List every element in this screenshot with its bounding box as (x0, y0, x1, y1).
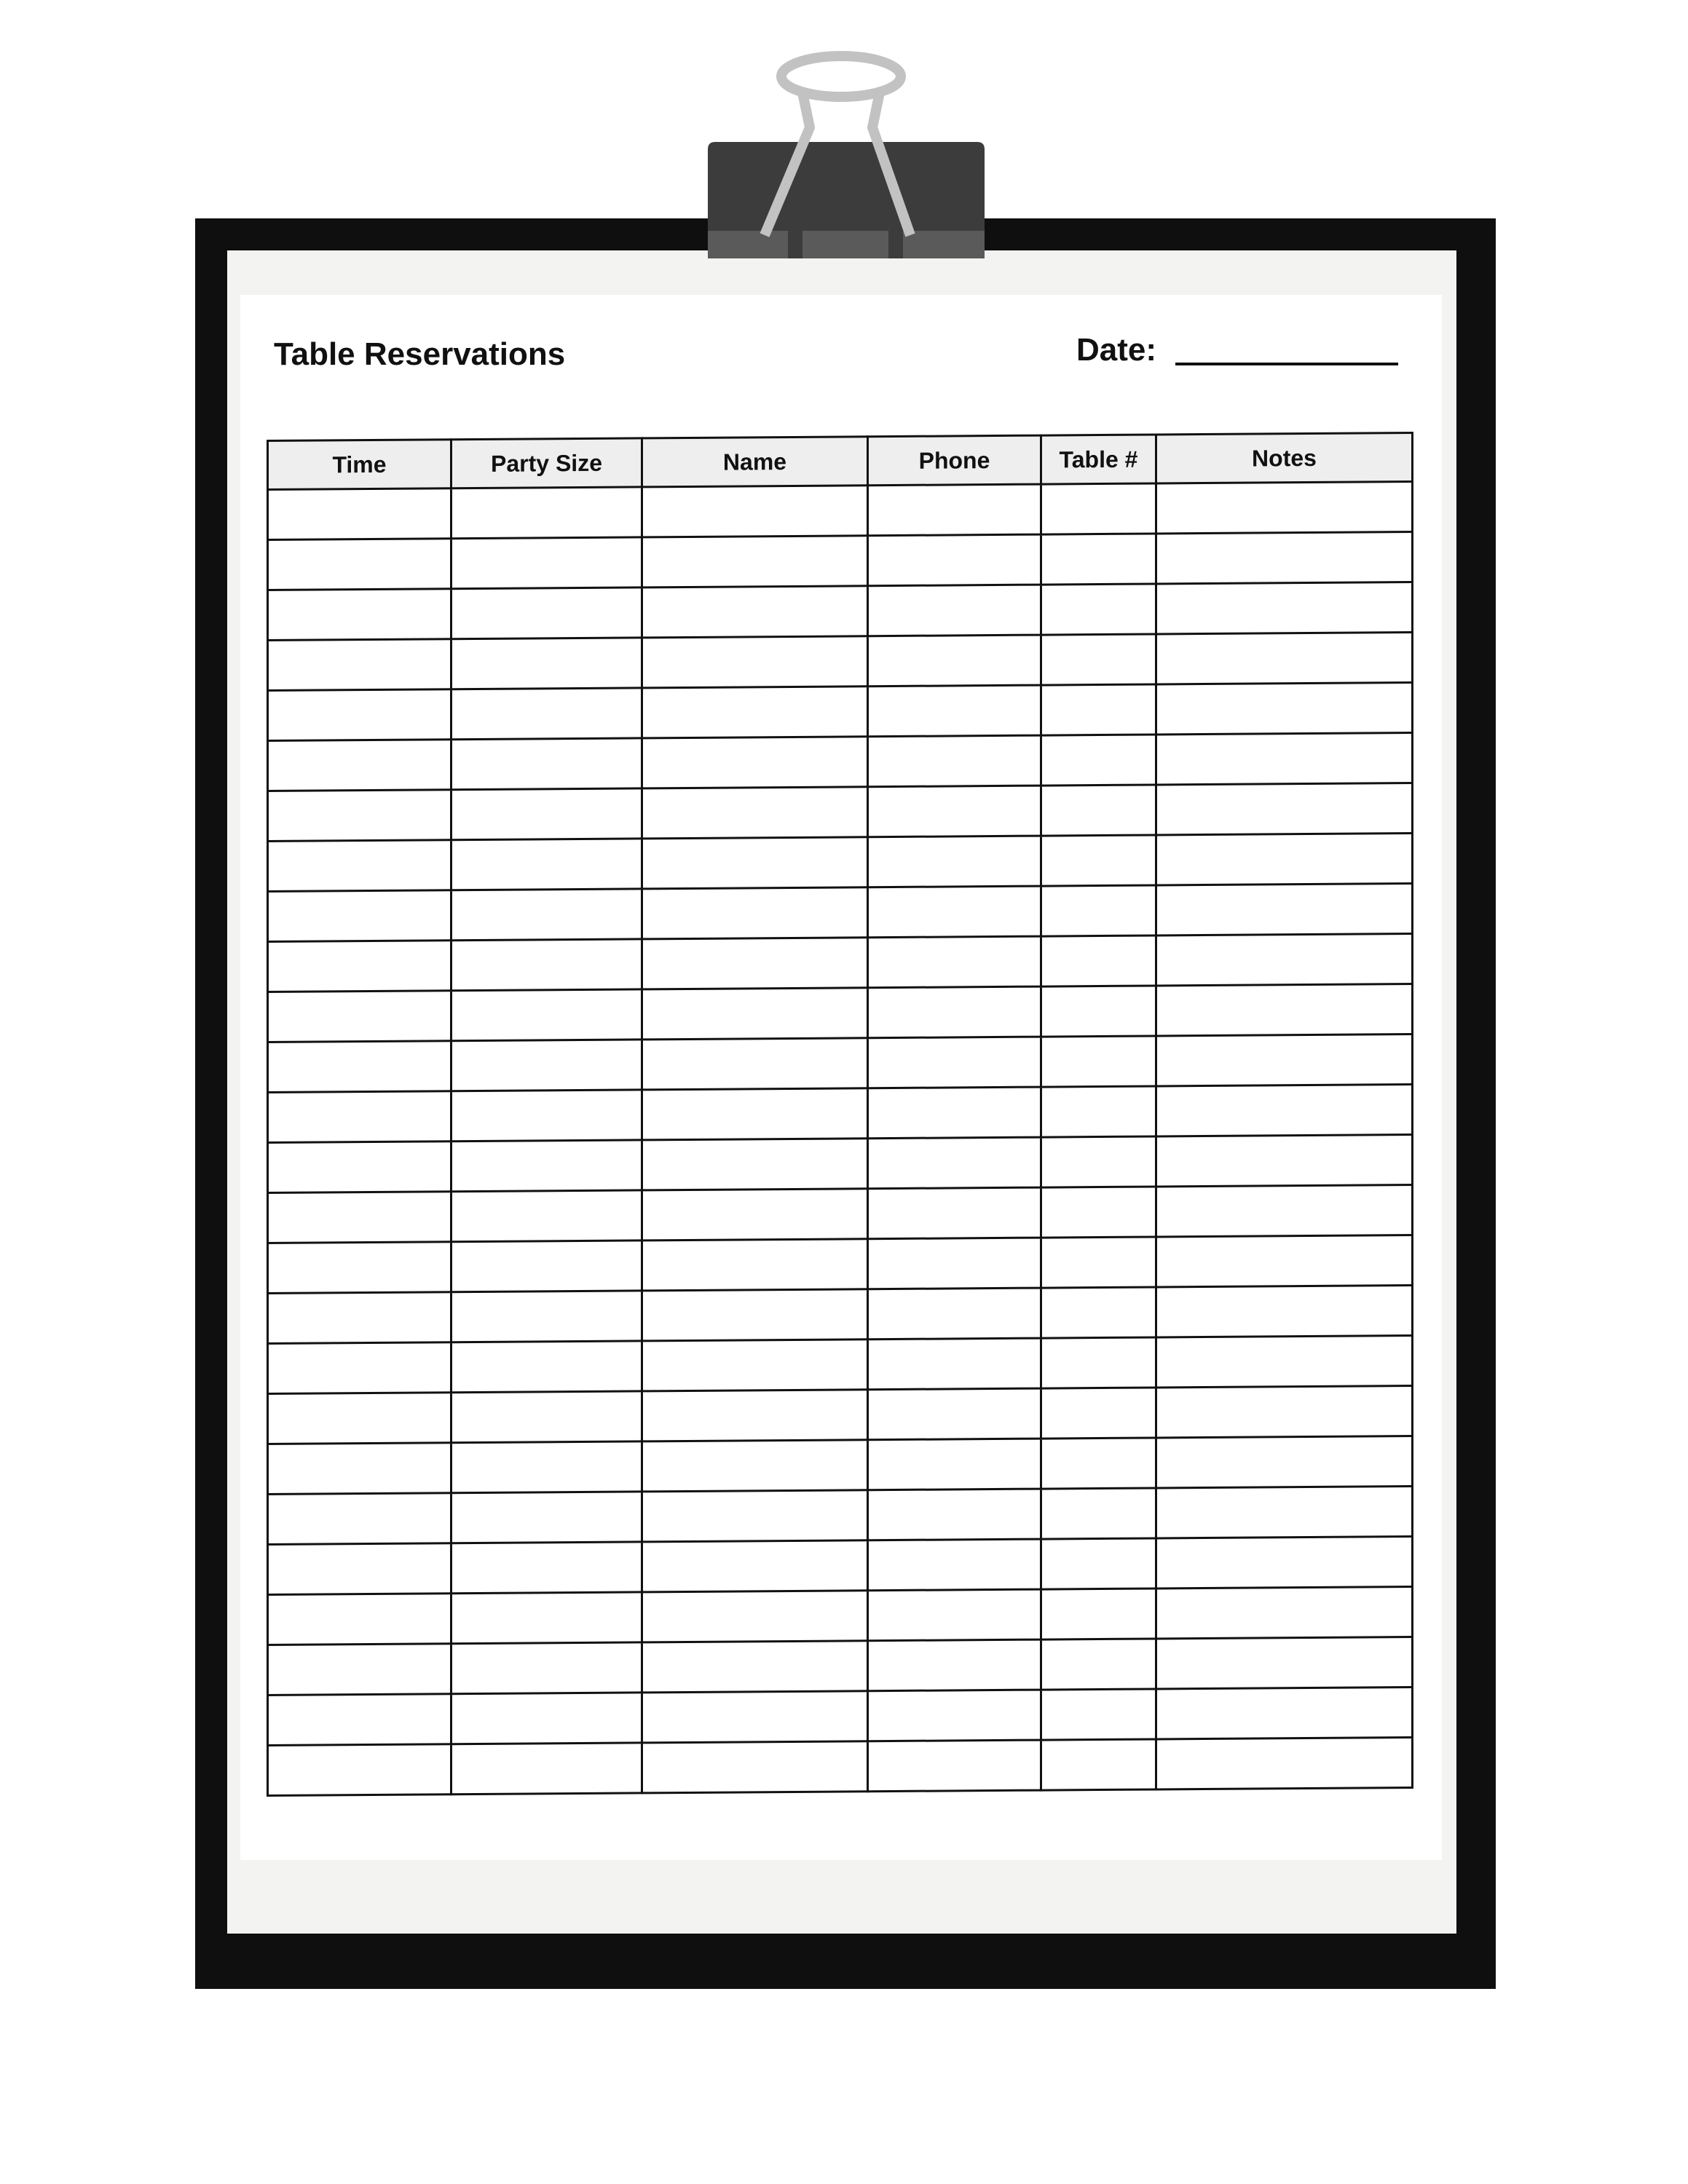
table-cell[interactable] (1041, 986, 1156, 1037)
table-cell[interactable] (1041, 483, 1156, 534)
table-cell[interactable] (642, 1289, 868, 1341)
table-cell[interactable] (642, 687, 868, 738)
table-cell[interactable] (1041, 1689, 1156, 1740)
table-cell[interactable] (268, 1292, 451, 1344)
table-cell[interactable] (1041, 735, 1156, 786)
table-cell[interactable] (268, 1543, 451, 1595)
table-cell[interactable] (642, 1691, 868, 1743)
table-cell[interactable] (642, 1340, 868, 1391)
table-cell[interactable] (868, 1388, 1041, 1440)
table-row (268, 582, 1413, 641)
table-cell[interactable] (451, 1040, 642, 1091)
table-row (268, 1487, 1413, 1545)
table-row (268, 984, 1413, 1042)
table-cell[interactable] (1041, 1136, 1156, 1187)
table-cell[interactable] (868, 1137, 1041, 1189)
table-cell[interactable] (1156, 633, 1413, 684)
table-cell[interactable] (451, 1693, 642, 1744)
table-cell[interactable] (1156, 1738, 1413, 1789)
date-label: Date: (1076, 332, 1157, 368)
table-cell[interactable] (451, 587, 642, 639)
table-cell[interactable] (642, 1189, 868, 1241)
reservations-table (267, 432, 1413, 1797)
table-row (268, 1034, 1413, 1093)
column-header-name: Name (642, 437, 868, 487)
table-cell[interactable] (268, 1443, 451, 1495)
table-cell[interactable] (268, 1342, 451, 1394)
table-cell[interactable] (1156, 1386, 1413, 1438)
table-cell[interactable] (451, 989, 642, 1041)
table-cell[interactable] (1041, 1237, 1156, 1288)
table-cell[interactable] (268, 589, 451, 641)
table-cell[interactable] (268, 539, 451, 590)
table-cell[interactable] (642, 1088, 868, 1140)
table-header-row (268, 433, 1413, 490)
table-cell[interactable] (268, 890, 451, 942)
table-cell[interactable] (451, 1743, 642, 1795)
table-cell[interactable] (642, 1038, 868, 1090)
table-cell[interactable] (268, 1694, 451, 1746)
table-cell[interactable] (451, 1341, 642, 1393)
table-cell[interactable] (451, 939, 642, 991)
table-cell[interactable] (451, 788, 642, 840)
table-cell[interactable] (1156, 1034, 1413, 1086)
table-cell[interactable] (1156, 934, 1413, 986)
table-cell[interactable] (1041, 1588, 1156, 1639)
table-cell[interactable] (868, 635, 1041, 687)
table-cell[interactable] (868, 1338, 1041, 1390)
table-cell[interactable] (642, 737, 868, 788)
table-cell[interactable] (1041, 584, 1156, 635)
table-cell[interactable] (451, 537, 642, 589)
table-cell[interactable] (1041, 1488, 1156, 1539)
table-cell[interactable] (868, 786, 1041, 837)
table-cell[interactable] (868, 735, 1041, 787)
table-cell[interactable] (268, 740, 451, 791)
table-cell[interactable] (1041, 785, 1156, 836)
table-cell[interactable] (868, 1439, 1041, 1490)
table-cell[interactable] (642, 1490, 868, 1542)
table-cell[interactable] (1041, 1739, 1156, 1790)
table-cell[interactable] (868, 484, 1041, 536)
table-cell[interactable] (642, 536, 868, 587)
table-cell[interactable] (868, 1690, 1041, 1741)
table-cell[interactable] (1041, 534, 1156, 585)
table-cell[interactable] (1041, 1187, 1156, 1238)
table-row (268, 884, 1413, 942)
table-cell[interactable] (1041, 634, 1156, 685)
table-cell[interactable] (642, 887, 868, 939)
table-cell[interactable] (868, 685, 1041, 737)
table-cell[interactable] (451, 839, 642, 890)
table-row (268, 1537, 1413, 1595)
table-cell[interactable] (268, 1041, 451, 1093)
table-cell[interactable] (451, 1492, 642, 1543)
table-cell[interactable] (868, 1037, 1041, 1088)
table-cell[interactable] (642, 1540, 868, 1592)
table-cell[interactable] (1041, 1639, 1156, 1690)
table-cell[interactable] (268, 790, 451, 842)
table-cell[interactable] (868, 585, 1041, 636)
table-row (268, 783, 1413, 842)
table-cell[interactable] (451, 1090, 642, 1142)
table-row (268, 733, 1413, 791)
table-cell[interactable] (1156, 1436, 1413, 1488)
table-cell[interactable] (642, 586, 868, 638)
table-row (268, 633, 1413, 691)
table-cell[interactable] (1041, 1287, 1156, 1338)
table-cell[interactable] (1156, 783, 1413, 835)
column-header-time: Time (268, 440, 451, 490)
table-cell[interactable] (868, 886, 1041, 938)
table-row (268, 1235, 1413, 1294)
table-cell[interactable] (268, 1594, 451, 1645)
table-cell[interactable] (642, 1741, 868, 1793)
table-cell[interactable] (451, 1592, 642, 1644)
table-cell[interactable] (868, 986, 1041, 1038)
table-cell[interactable] (868, 836, 1041, 887)
table-cell[interactable] (1156, 1688, 1413, 1739)
table-cell[interactable] (1041, 1086, 1156, 1137)
table-cell[interactable] (451, 1241, 642, 1292)
table-cell[interactable] (451, 1441, 642, 1493)
table-cell[interactable] (1156, 1286, 1413, 1337)
table-cell[interactable] (642, 636, 868, 688)
table-cell[interactable] (642, 1139, 868, 1190)
table-cell[interactable] (268, 1644, 451, 1696)
form-title: Table Reservations (274, 336, 566, 372)
table-cell[interactable] (1156, 482, 1413, 534)
table-cell[interactable] (1156, 582, 1413, 634)
table-cell[interactable] (1041, 835, 1156, 886)
table-row (268, 532, 1413, 590)
table-cell[interactable] (268, 1142, 451, 1193)
table-row (268, 1286, 1413, 1344)
table-cell[interactable] (1156, 834, 1413, 885)
table-cell[interactable] (868, 1187, 1041, 1239)
table-cell[interactable] (1156, 1185, 1413, 1237)
table-cell[interactable] (451, 1190, 642, 1242)
table-cell[interactable] (1156, 1637, 1413, 1689)
table-cell[interactable] (642, 1591, 868, 1642)
table-cell[interactable] (868, 1489, 1041, 1540)
table-cell[interactable] (268, 1493, 451, 1545)
table-cell[interactable] (642, 1239, 868, 1291)
table-cell[interactable] (642, 1440, 868, 1492)
table-cell[interactable] (268, 488, 451, 540)
table-cell[interactable] (642, 1390, 868, 1441)
table-cell[interactable] (868, 1589, 1041, 1641)
table-row (268, 482, 1413, 540)
table-cell[interactable] (268, 840, 451, 892)
table-cell[interactable] (1156, 1487, 1413, 1538)
table-cell[interactable] (268, 1744, 451, 1796)
table-row (268, 1386, 1413, 1444)
table-cell[interactable] (268, 689, 451, 741)
table-row (268, 1688, 1413, 1746)
table-cell[interactable] (1156, 1336, 1413, 1388)
table-cell[interactable] (642, 486, 868, 537)
table-cell[interactable] (1156, 1235, 1413, 1287)
column-header-phone: Phone (868, 435, 1041, 486)
table-cell[interactable] (268, 1242, 451, 1294)
table-cell[interactable] (1041, 935, 1156, 986)
table-cell[interactable] (642, 787, 868, 839)
table-cell[interactable] (868, 936, 1041, 988)
table-row (268, 683, 1413, 741)
table-cell[interactable] (868, 1238, 1041, 1289)
table-cell[interactable] (451, 1642, 642, 1694)
table-cell[interactable] (268, 639, 451, 691)
table-cell[interactable] (868, 1639, 1041, 1691)
table-cell[interactable] (451, 738, 642, 790)
binder-clip-icon (692, 40, 998, 258)
table-cell[interactable] (1041, 1337, 1156, 1388)
table-cell[interactable] (268, 1091, 451, 1143)
column-header-party-size: Party Size (451, 438, 642, 488)
table-cell[interactable] (1156, 733, 1413, 785)
table-cell[interactable] (1041, 1388, 1156, 1439)
table-cell[interactable] (642, 938, 868, 989)
table-cell[interactable] (268, 991, 451, 1042)
table-row (268, 1336, 1413, 1394)
table-cell[interactable] (642, 1641, 868, 1693)
table-cell[interactable] (268, 941, 451, 992)
table-cell[interactable] (451, 1291, 642, 1342)
table-row (268, 1587, 1413, 1645)
table-cell[interactable] (451, 1542, 642, 1594)
table-cell[interactable] (1041, 1036, 1156, 1087)
table-row (268, 1185, 1413, 1243)
table-cell[interactable] (1041, 1438, 1156, 1489)
table-row (268, 1637, 1413, 1696)
table-cell[interactable] (268, 1393, 451, 1444)
table-cell[interactable] (1156, 1085, 1413, 1136)
table-cell[interactable] (868, 1740, 1041, 1792)
column-header-notes: Notes (1156, 433, 1413, 483)
table-cell[interactable] (451, 688, 642, 740)
table-cell[interactable] (868, 1087, 1041, 1139)
table-row (268, 1135, 1413, 1193)
table-cell[interactable] (1156, 1135, 1413, 1187)
table-cell[interactable] (1156, 1587, 1413, 1639)
table-cell[interactable] (1041, 1538, 1156, 1589)
table-cell[interactable] (451, 1140, 642, 1192)
table-cell[interactable] (268, 1192, 451, 1243)
table-cell[interactable] (868, 534, 1041, 586)
table-cell[interactable] (642, 837, 868, 889)
column-header-table-number: Table # (1041, 435, 1156, 484)
date-field[interactable] (1175, 363, 1398, 365)
table-cell[interactable] (451, 1391, 642, 1443)
table-cell[interactable] (1156, 683, 1413, 735)
reservations-table-body (268, 482, 1413, 1796)
table-cell[interactable] (1156, 532, 1413, 584)
table-row (268, 1085, 1413, 1143)
table-cell[interactable] (1156, 984, 1413, 1036)
table-cell[interactable] (868, 1539, 1041, 1591)
table-cell[interactable] (642, 988, 868, 1040)
table-cell[interactable] (451, 638, 642, 689)
table-row (268, 1436, 1413, 1495)
table-cell[interactable] (1156, 884, 1413, 935)
table-cell[interactable] (1041, 684, 1156, 735)
table-cell[interactable] (1156, 1537, 1413, 1588)
table-cell[interactable] (451, 889, 642, 941)
table-row (268, 1738, 1413, 1796)
table-row (268, 834, 1413, 892)
table-row (268, 934, 1413, 992)
table-cell[interactable] (451, 487, 642, 539)
table-cell[interactable] (1041, 885, 1156, 936)
table-cell[interactable] (868, 1288, 1041, 1340)
